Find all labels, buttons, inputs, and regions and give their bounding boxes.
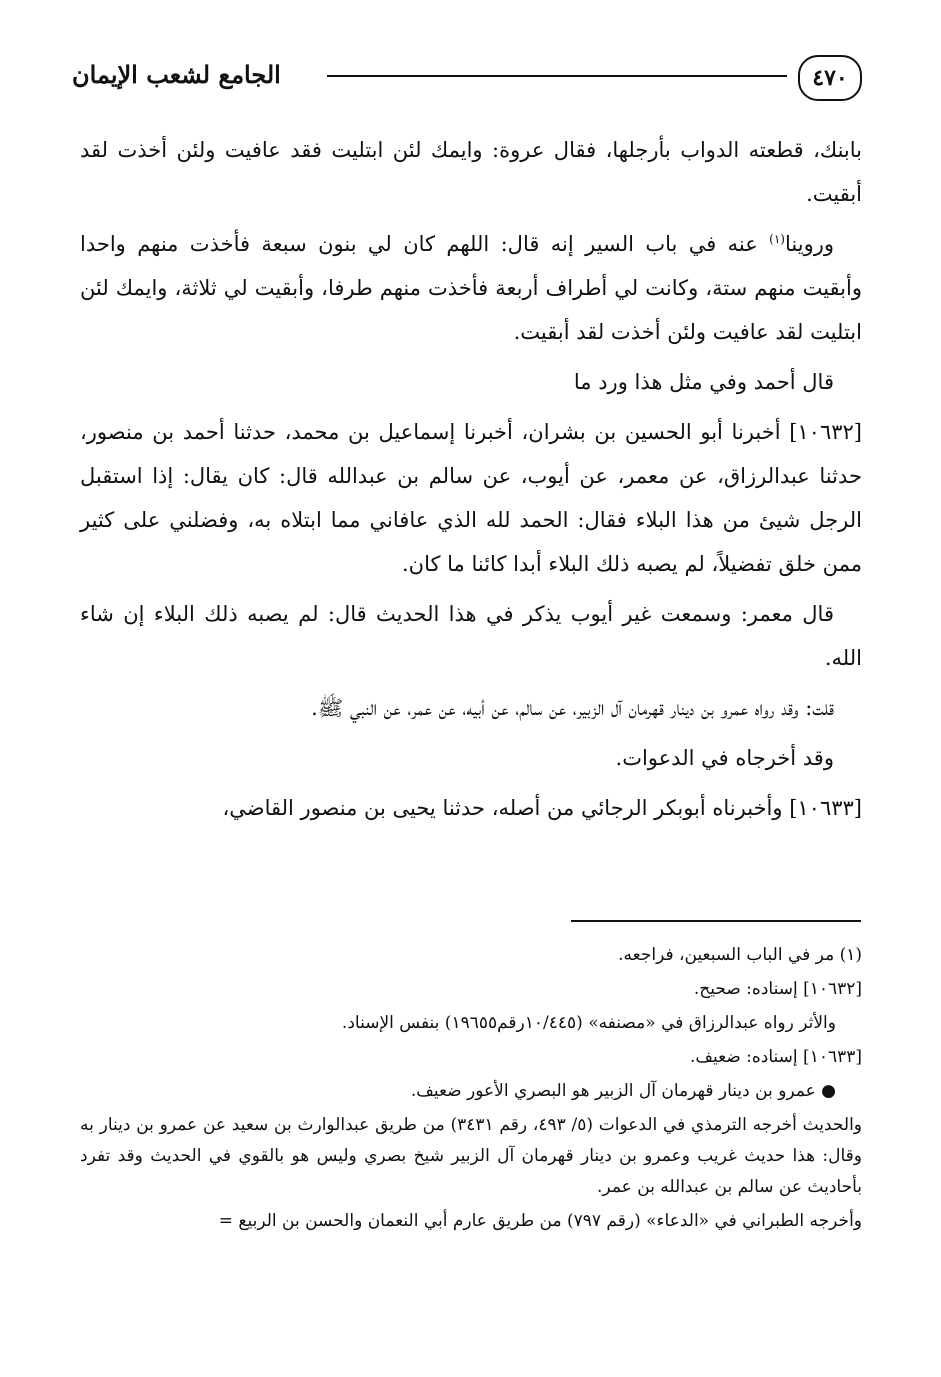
page-number: ٤٧٠ <box>798 55 862 101</box>
footnote: والحديث أخرجه الترمذي في الدعوات (٥/ ٤٩٣، رقم ٣٤٣١) من طريق عبدالوارث بن سعيد عن عمرو بن دينار به وقال: هذا حديث غريب وعمرو بن دينار قهرمان آل الزبير شيخ بصري وليس هو بالقوي في الحديث وقد تفرد بأحاديث عن سالم بن عبدالله بن عمر. <box>80 1115 862 1197</box>
header-rule <box>327 75 787 77</box>
page-header <box>72 55 862 105</box>
footnotes <box>80 940 862 1240</box>
paragraph: قال معمر: وسمعت غير أيوب يذكر في هذا الحديث قال: لم يصبه ذلك البلاء إن شاء الله. <box>80 602 862 670</box>
footnote: [١٠٦٣٢] إسناده: صحيح. <box>693 979 862 999</box>
footnote: وأخرجه الطبراني في «الدعاء» (رقم ٧٩٧) من طريق عارم أبي النعمان والحسن بن الربيع = <box>218 1211 862 1231</box>
footnote: والأثر رواه عبدالرزاق في «مصنفه» (١٠/٤٤٥رقم١٩٦٥٥) بنفس الإسناد. <box>341 1013 836 1033</box>
paragraph: بابنك، قطعته الدواب بأرجلها، فقال عروة: وايمك لئن ابتليت فقد عافيت ولئن أخذت لقد أبقيت. <box>80 138 862 206</box>
footnote: [١٠٦٣٣] إسناده: ضعيف. <box>690 1047 862 1067</box>
footnote-rule <box>571 920 861 922</box>
paragraph: وروينا$^{(١)}$ عنه في باب السير إنه قال: اللهم كان لي بنون سبعة فأخذت منهم واحدا وأبقيت منهم ستة، وكانت لي أطراف أربعة فأخذت منهم طرفا، وأبقيت لي ثلاثة، وايمك لئن ابتليت لقد عافيت ولئن أخذت لقد أبقيت. <box>80 232 862 344</box>
paragraph: وقد أخرجاه في الدعوات. <box>615 746 834 770</box>
paragraph: قال أحمد وفي مثل هذا ورد ما <box>573 370 834 394</box>
main-text <box>80 128 862 836</box>
footnote: (١) مر في الباب السبعين، فراجعه. <box>618 945 862 965</box>
hadith-paragraph: [١٠٦٣٢] أخبرنا أبو الحسين بن بشران، أخبرنا إسماعيل بن محمد، حدثنا أحمد بن منصور، حدثنا عبدالرزاق، عن معمر، عن أيوب، عن سالم بن عبدالله قال: كان يقال: إذا استقبل الرجل شيئ من هذا البلاء فقال: الحمد لله الذي عافاني مما ابتلاه به، وفضلني على كثير ممن خلق تفضيلاً، لم يصبه ذلك البلاء أبدا كائنا ما كان. <box>80 420 862 576</box>
book-title: الجامع لشعب الإيمان <box>72 60 281 89</box>
footnote: ● عمرو بن دينار قهرمان آل الزبير هو البصري الأعور ضعيف. <box>410 1081 836 1101</box>
paragraph: قلت: وقد رواه عمرو بن دينار قهرمان آل الزبير، عن سالم، عن أبيه، عن عمر، عن النبي ﷺ. <box>311 696 834 720</box>
footnote-marker: (١) <box>769 232 785 246</box>
hadith-paragraph: [١٠٦٣٣] وأخبرناه أبوبكر الرجائي من أصله، حدثنا يحيى بن منصور القاضي، <box>222 796 862 820</box>
